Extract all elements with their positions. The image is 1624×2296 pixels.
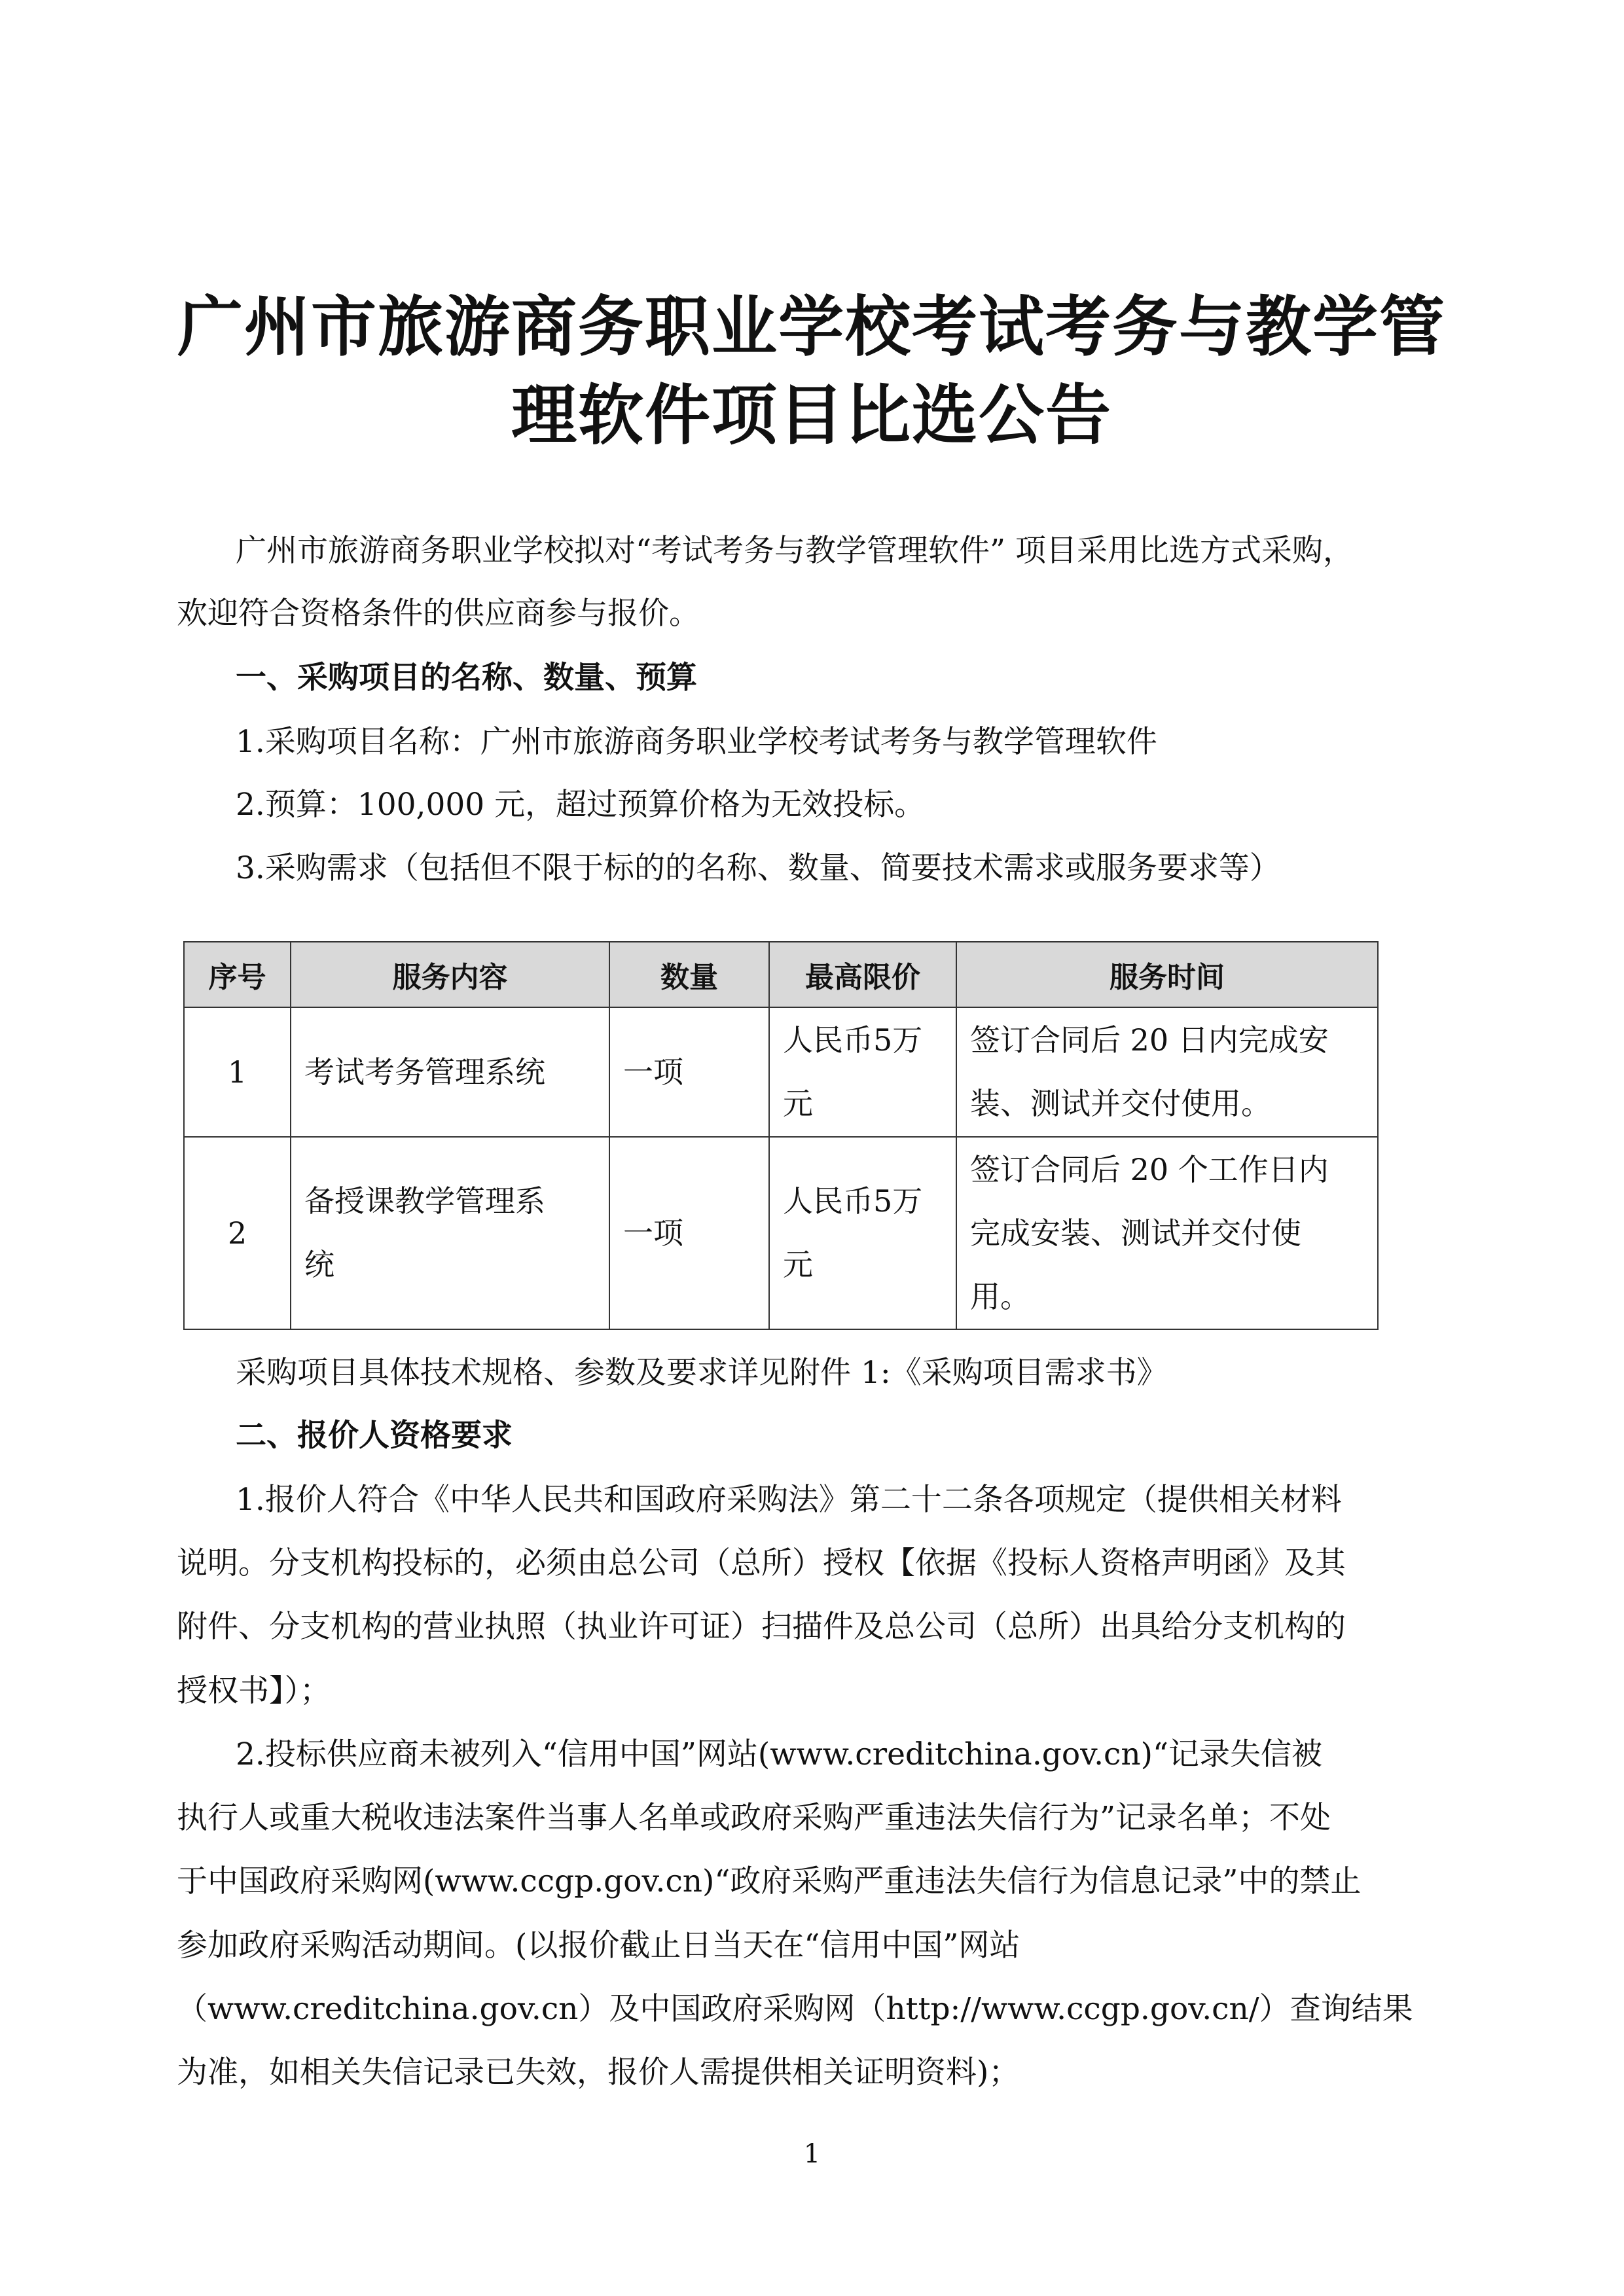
row-content bbox=[291, 1137, 609, 1329]
row-time-line: 装、测试并交付使用。 bbox=[970, 1086, 1271, 1121]
section-2-p1-line: 1.报价人符合《中华人民共和国政府采购法》第二十二条各项规定（提供相关材料 bbox=[236, 1482, 1342, 1518]
section-1-item-2: 2.预算：100,000 元，超过预算价格为无效投标。 bbox=[236, 787, 926, 823]
row-price-line: 人民币5万 bbox=[783, 1022, 923, 1058]
table-row bbox=[184, 1007, 1378, 1137]
row-no: 2 bbox=[184, 1137, 291, 1329]
intro-line-1: 广州市旅游商务职业学校拟对“考试考务与教学管理软件” 项目采用比选方式采购， bbox=[236, 533, 1354, 569]
document-title-line-2: 理软件项目比选公告 bbox=[511, 377, 1112, 454]
section-2-p2-line: （www.creditchina.gov.cn）及中国政府采购网（http://www.ccgp.gov.cn/）查询结果 bbox=[177, 1991, 1413, 2027]
section-2-p2-line: 参加政府采购活动期间。(以报价截止日当天在“信用中国”网站 bbox=[177, 1928, 1020, 1964]
row-price-line: 元 bbox=[783, 1247, 813, 1282]
section-1-heading: 一、采购项目的名称、数量、预算 bbox=[236, 660, 697, 696]
intro-line-2: 欢迎符合资格条件的供应商参与报价。 bbox=[177, 596, 700, 632]
section-1-item-1: 1.采购项目名称：广州市旅游商务职业学校考试考务与教学管理软件 bbox=[236, 724, 1157, 760]
row-time-line: 用。 bbox=[970, 1278, 1030, 1314]
row-time-line: 签订合同后 20 个工作日内 bbox=[970, 1151, 1329, 1187]
section-1-item-3: 3.采购需求（包括但不限于标的的名称、数量、简要技术需求或服务要求等） bbox=[236, 850, 1280, 886]
row-time-line: 签订合同后 20 日内完成安 bbox=[970, 1022, 1329, 1058]
section-2-heading: 二、报价人资格要求 bbox=[236, 1418, 513, 1454]
section-2-p1-line: 授权书】）； bbox=[177, 1673, 331, 1709]
table-footnote: 采购项目具体技术规格、参数及要求详见附件 1:《采购项目需求书》 bbox=[236, 1355, 1168, 1391]
section-2-p2-line: 于中国政府采购网(www.ccgp.gov.cn)“政府采购严重违法失信行为信息记录”中的禁止 bbox=[177, 1863, 1362, 1899]
page-number: 1 bbox=[803, 2139, 821, 2169]
row-content-line: 统 bbox=[304, 1247, 334, 1282]
document-title-line-1: 广州市旅游商务职业学校考试考务与教学管 bbox=[177, 289, 1446, 365]
row-time bbox=[956, 1137, 1378, 1329]
row-time bbox=[956, 1007, 1378, 1137]
section-2-p1-line: 说明。分支机构投标的，必须由总公司（总所）授权【依据《投标人资格声明函》及其 bbox=[177, 1545, 1346, 1581]
row-content-line: 备授课教学管理系 bbox=[304, 1183, 545, 1219]
service-table bbox=[183, 941, 1379, 1330]
row-no: 1 bbox=[184, 1007, 291, 1137]
header-qty: 数量 bbox=[609, 942, 769, 1007]
section-2-p2-line: 为准，如相关失信记录已失效，报价人需提供相关证明资料)； bbox=[177, 2054, 1020, 2090]
row-qty: 一项 bbox=[609, 1007, 769, 1137]
row-qty: 一项 bbox=[609, 1137, 769, 1329]
row-content-line: 考试考务管理系统 bbox=[304, 1054, 545, 1090]
row-content bbox=[291, 1007, 609, 1137]
section-2-p2-line: 2.投标供应商未被列入“信用中国”网站(www.creditchina.gov.cn)“记录失信被 bbox=[236, 1736, 1323, 1772]
header-content: 服务内容 bbox=[291, 942, 609, 1007]
row-price bbox=[769, 1137, 956, 1329]
row-price bbox=[769, 1007, 956, 1137]
row-price-line: 元 bbox=[783, 1086, 813, 1121]
section-2-p2-line: 执行人或重大税收违法案件当事人名单或政府采购严重违法失信行为”记录名单；不处 bbox=[177, 1800, 1331, 1836]
table-header-row bbox=[184, 942, 1378, 1007]
row-time-line: 完成安装、测试并交付使 bbox=[970, 1215, 1301, 1251]
header-price: 最高限价 bbox=[769, 942, 956, 1007]
header-no: 序号 bbox=[184, 942, 291, 1007]
row-price-line: 人民币5万 bbox=[783, 1183, 923, 1219]
section-2-p1-line: 附件、分支机构的营业执照（执业许可证）扫描件及总公司（总所）出具给分支机构的 bbox=[177, 1609, 1346, 1645]
table-row bbox=[184, 1137, 1378, 1329]
header-time: 服务时间 bbox=[956, 942, 1378, 1007]
